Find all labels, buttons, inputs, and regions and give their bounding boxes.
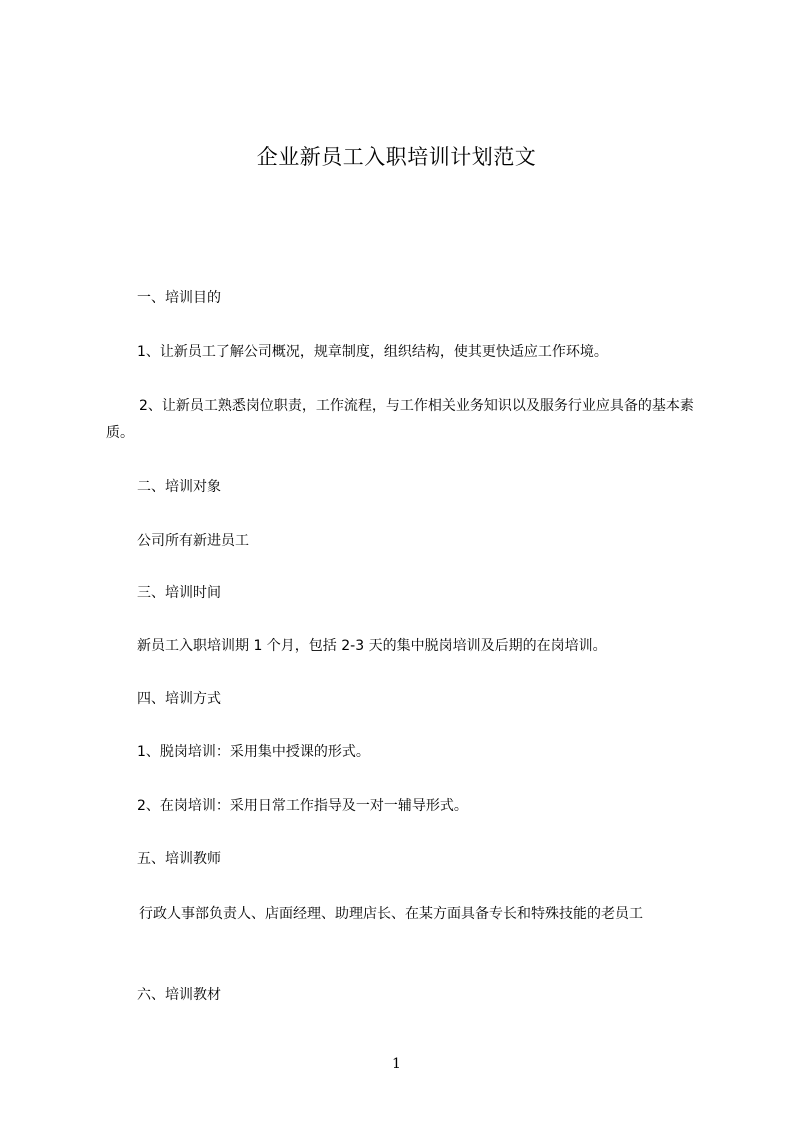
paragraph-teachers: 行政人事部负责人、店面经理、助理店长、在某方面具备专长和特殊技能的老员工 [139, 906, 643, 922]
paragraph-audience: 公司所有新进员工 [137, 533, 249, 549]
section-heading-method: 四、培训方式 [137, 691, 221, 707]
document-title: 企业新员工入职培训计划范文 [256, 145, 537, 169]
paragraph-purpose-1: 1、让新员工了解公司概况，规章制度，组织结构，使其更快适应工作环境。 [137, 344, 608, 360]
paragraph-method-2: 2、在岗培训：采用日常工作指导及一对一辅导形式。 [137, 798, 468, 814]
section-heading-materials: 六、培训教材 [137, 987, 221, 1003]
section-heading-teachers: 五、培训教师 [137, 851, 221, 867]
paragraph-purpose-2: 2、让新员工熟悉岗位职责，工作流程，与工作相关业务知识以及服务行业应具备的基本素质。 [106, 398, 694, 441]
section-heading-purpose: 一、培训目的 [137, 290, 221, 306]
paragraph-method-1: 1、脱岗培训：采用集中授课的形式。 [137, 744, 370, 760]
paragraph-time: 新员工入职培训期 1 个月，包括 2-3 天的集中脱岗培训及后期的在岗培训。 [137, 638, 607, 654]
section-heading-audience: 二、培训对象 [137, 479, 221, 495]
page-number: 1 [392, 1056, 401, 1072]
section-heading-time: 三、培训时间 [137, 585, 221, 601]
